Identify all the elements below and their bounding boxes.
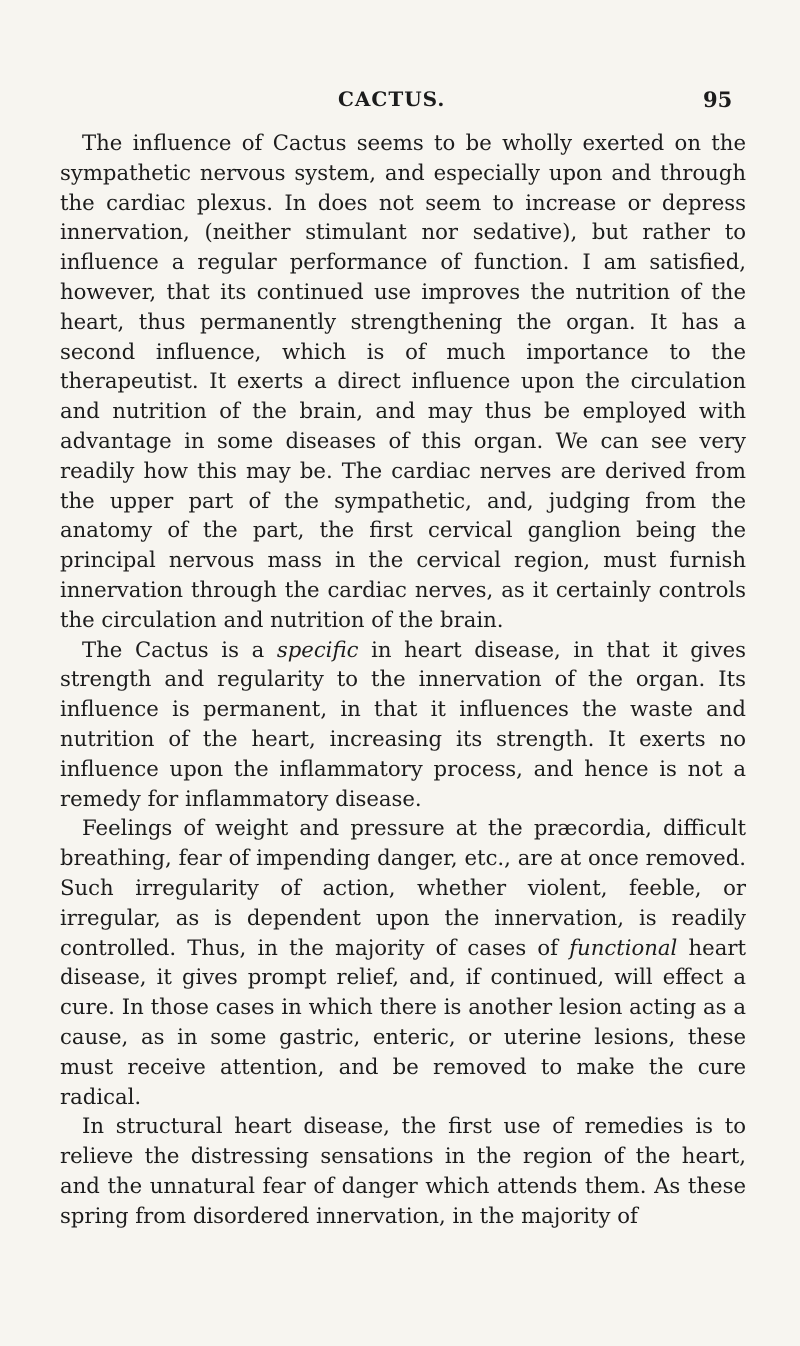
paragraph-text: heart disease, it gives prompt relief, and, if continued, will effect a cure. In those cases in which there is another lesion acting as a cause, as in some gastric, enteric, or uterine lesions, these must receive attention, and be removed to make the cure radical. [60,934,746,1109]
body-text [60,128,746,1230]
paragraph [60,813,746,1111]
paragraph-text: in heart disease, in that it gives strength and regularity to the innervation of the organ. Its influence is permanent, in that it influences the waste and nutrition of the heart, increasing its strength. It exerts no influence upon the inflammatory process, and hence is not a remedy for inflammatory disease. [60,636,746,811]
running-head [0,87,800,117]
paragraph-text: The influence of Cactus seems to be wholly exerted on the sympathetic nervous system, and especially upon and through the cardiac plexus. In does not seem to increase or depress innervation, (neither stimulant nor sedative), but rather to influence a regular performance of function. I am satisfied, however, that its continued use improves the nutrition of the heart, thus permanently strengthening the organ. It has a second influence, which is of much importance to the therapeutist. It exerts a direct influence upon the circulation and nutrition of the brain, and may thus be employed with advantage in some diseases of this organ. We can see very readily how this may be. The cardiac nerves are derived from the upper part of the sympathetic, and, judging from the anatomy of the part, the first cervical ganglion being the principal nervous mass in the cervical region, must furnish innervation through the cardiac nerves, as it certainly controls the circulation and nutrition of the brain. [60,130,746,632]
paragraph [60,1111,746,1230]
paragraph [60,635,746,814]
page-number: 95 [703,87,733,112]
paragraph-text: In structural heart disease, the first use of remedies is to relieve the distressing sensations in the region of the heart, and the unnatural fear of danger which attends them. As these spring from disordered innervation, in the majority of [60,1113,746,1228]
paragraph-text: Feelings of weight and pressure at the præcordia, difficult breathing, fear of impending danger, etc., are at once removed. Such irregularity of action, whether violent, feeble, or irregular, as is dependent upon the innervation, is readily controlled. Thus, in the majority of cases of [60,815,746,960]
running-title: CACTUS. [338,87,446,111]
italic-term: functional [569,934,678,960]
italic-term: specific [276,636,359,662]
paragraph-text: The Cactus is a [82,636,277,662]
paragraph [60,128,746,635]
